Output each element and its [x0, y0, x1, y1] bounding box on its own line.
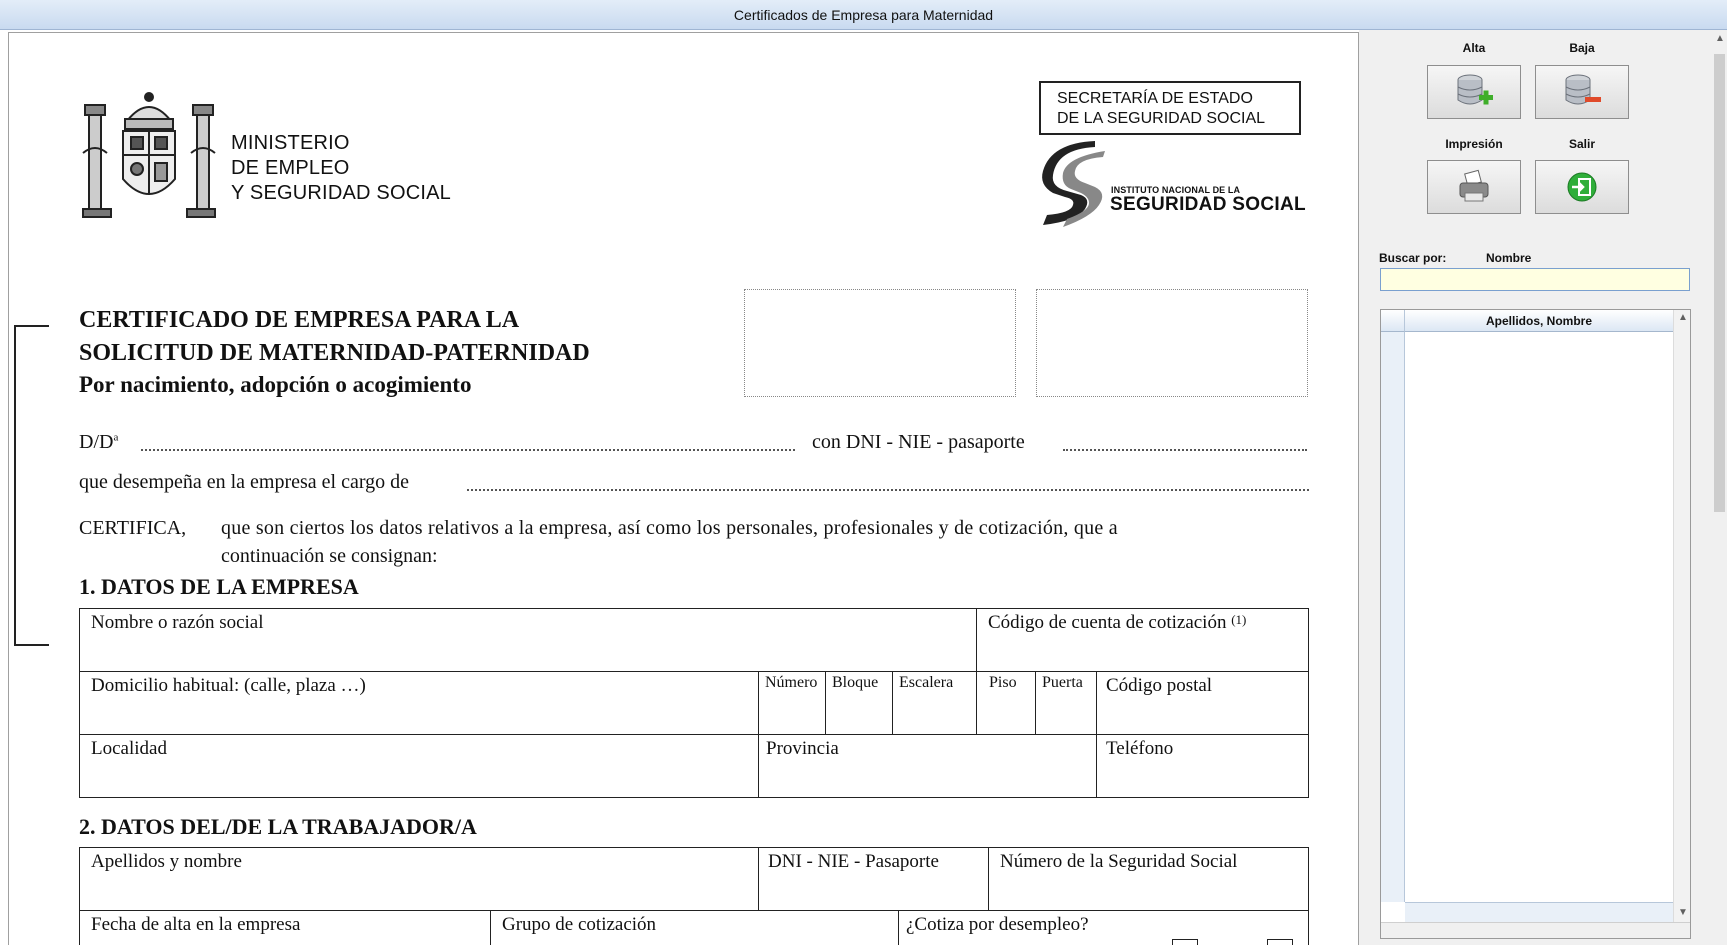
dd-field[interactable] — [141, 449, 795, 451]
window-scroll-thumb[interactable] — [1714, 54, 1725, 512]
cotiza-si-checkbox[interactable] — [1172, 939, 1198, 945]
numero-seguridad-social-field[interactable] — [988, 847, 1309, 911]
grupo-cotizacion-field[interactable] — [490, 910, 899, 945]
buscar-por-label: Buscar por: — [1379, 251, 1447, 265]
impresion-label: Impresión — [1445, 137, 1503, 151]
puerta-field[interactable] — [1035, 671, 1097, 735]
buscar-campo-label: Nombre — [1486, 251, 1532, 265]
certifica-text-1: que son ciertos los datos relativos a la empresa, así como los personales, profesionales y de cotización, que a — [221, 517, 1118, 539]
grid-scroll-down-icon[interactable]: ▼ — [1678, 907, 1688, 918]
form-title — [79, 304, 590, 370]
secretaria-line-1: SECRETARÍA DE ESTADO — [1057, 90, 1253, 107]
grid-status-strip — [1381, 922, 1690, 938]
numero-label: Número — [765, 674, 818, 691]
numero-seguridad-social-label: Número de la Seguridad Social — [1000, 851, 1238, 872]
inss-logo-icon — [1037, 141, 1109, 229]
results-grid[interactable] — [1380, 309, 1691, 939]
nombre-razon-social-field[interactable] — [79, 608, 977, 672]
window-titlebar — [0, 0, 1727, 30]
apellidos-nombre-label: Apellidos y nombre — [91, 851, 242, 872]
grid-corner — [1381, 310, 1405, 332]
codigo-cuenta-ref: (1) — [1231, 612, 1247, 627]
printer-icon — [1456, 169, 1492, 205]
codigo-cuenta-label: Código de cuenta de cotización — [988, 612, 1227, 633]
grupo-cotizacion-label: Grupo de cotización — [502, 914, 657, 935]
codigo-postal-label: Código postal — [1106, 675, 1213, 696]
grid-column-header[interactable]: Apellidos, Nombre — [1405, 310, 1673, 332]
bloque-field[interactable] — [825, 671, 893, 735]
apellidos-nombre-field[interactable] — [79, 847, 759, 911]
stamp-box-right — [1036, 289, 1308, 397]
dni-nie-pasaporte-field[interactable] — [758, 847, 989, 911]
salir-label: Salir — [1568, 137, 1595, 151]
salir-button[interactable] — [1535, 160, 1629, 214]
ministry-line-1: MINISTERIO — [231, 132, 350, 154]
window-vertical-scrollbar[interactable] — [1712, 30, 1727, 945]
dd-label-sup: a — [113, 431, 119, 444]
cargo-label: que desempeña en la empresa el cargo de — [79, 471, 410, 493]
fecha-alta-field[interactable] — [79, 910, 491, 945]
form-subtitle: Por nacimiento, adopción o acogimiento — [79, 372, 472, 397]
section-trabajador-heading: 2. DATOS DEL/DE LA TRABAJADOR/A — [79, 814, 477, 839]
grid-vertical-scrollbar[interactable] — [1673, 310, 1690, 922]
ministry-name — [231, 131, 451, 206]
localidad-label: Localidad — [91, 738, 167, 759]
certifica-label: CERTIFICA, — [79, 517, 187, 539]
escalera-label: Escalera — [899, 674, 954, 691]
coat-of-arms-icon — [79, 83, 219, 219]
telefono-label: Teléfono — [1106, 738, 1174, 759]
form-title-line-1: CERTIFICADO DE EMPRESA PARA LA — [79, 307, 520, 333]
stamp-box-left — [744, 289, 1016, 397]
window-scroll-up-icon[interactable]: ▲ — [1715, 33, 1725, 44]
grid-row-header — [1381, 332, 1405, 902]
certificate-form — [9, 33, 1359, 945]
bloque-label: Bloque — [832, 674, 879, 691]
domicilio-field[interactable] — [79, 671, 759, 735]
form-title-line-2: SOLICITUD DE MATERNIDAD-PATERNIDAD — [79, 340, 590, 366]
secretaria-box — [1039, 81, 1301, 135]
database-add-icon — [1453, 72, 1495, 112]
codigo-cuenta-field[interactable] — [976, 608, 1309, 672]
nombre-razon-social-label: Nombre o razón social — [91, 612, 264, 633]
fecha-alta-label: Fecha de alta en la empresa — [91, 914, 301, 935]
dd-label — [79, 431, 118, 454]
baja-label: Baja — [1569, 41, 1595, 55]
certifica-text-2: continuación se consignan: — [221, 545, 438, 567]
main-window — [0, 30, 1727, 945]
provincia-label: Provincia — [766, 738, 839, 759]
cotiza-desempleo-label: ¿Cotiza por desempleo? — [906, 914, 1089, 935]
dd-label-text: D/D — [79, 431, 114, 453]
window-title: Certificados de Empresa para Maternidad — [733, 7, 994, 23]
ministry-line-2: DE EMPLEO — [231, 157, 350, 179]
telefono-field[interactable] — [1096, 734, 1309, 798]
domicilio-label: Domicilio habitual: (calle, plaza …) — [91, 675, 366, 696]
form-viewer[interactable] — [8, 32, 1359, 945]
grid-scroll-up-icon[interactable]: ▲ — [1678, 312, 1688, 323]
search-input[interactable] — [1380, 268, 1690, 291]
grid-horizontal-scrollbar[interactable] — [1405, 902, 1673, 922]
provincia-field[interactable] — [758, 734, 1097, 798]
alta-button[interactable] — [1427, 65, 1521, 119]
dni-field[interactable] — [1063, 449, 1307, 451]
numero-field[interactable] — [758, 671, 826, 735]
dni-label: con DNI - NIE - pasaporte — [812, 431, 1025, 453]
cotiza-desempleo-field[interactable] — [898, 910, 1309, 945]
exit-icon — [1564, 169, 1600, 205]
ministry-line-3: Y SEGURIDAD SOCIAL — [231, 182, 451, 204]
section-empresa-heading: 1. DATOS DE LA EMPRESA — [79, 574, 359, 599]
side-panel — [1359, 30, 1712, 945]
piso-label: Piso — [989, 674, 1017, 691]
escalera-field[interactable] — [892, 671, 977, 735]
puerta-label: Puerta — [1042, 674, 1083, 691]
piso-field[interactable] — [976, 671, 1036, 735]
database-remove-icon — [1561, 72, 1603, 112]
cotiza-no-checkbox[interactable] — [1267, 939, 1293, 945]
alta-label: Alta — [1462, 41, 1486, 55]
inss-name-small: INSTITUTO NACIONAL DE LA — [1111, 185, 1241, 195]
secretaria-line-2: DE LA SEGURIDAD SOCIAL — [1057, 110, 1266, 127]
dni-nie-pasaporte-label: DNI - NIE - Pasaporte — [768, 851, 939, 872]
localidad-field[interactable] — [79, 734, 759, 798]
cargo-field[interactable] — [467, 489, 1309, 491]
baja-button[interactable] — [1535, 65, 1629, 119]
impresion-button[interactable] — [1427, 160, 1521, 214]
codigo-postal-field[interactable] — [1096, 671, 1309, 735]
inss-name: SEGURIDAD SOCIAL — [1110, 194, 1306, 215]
margin-bracket — [14, 325, 49, 646]
